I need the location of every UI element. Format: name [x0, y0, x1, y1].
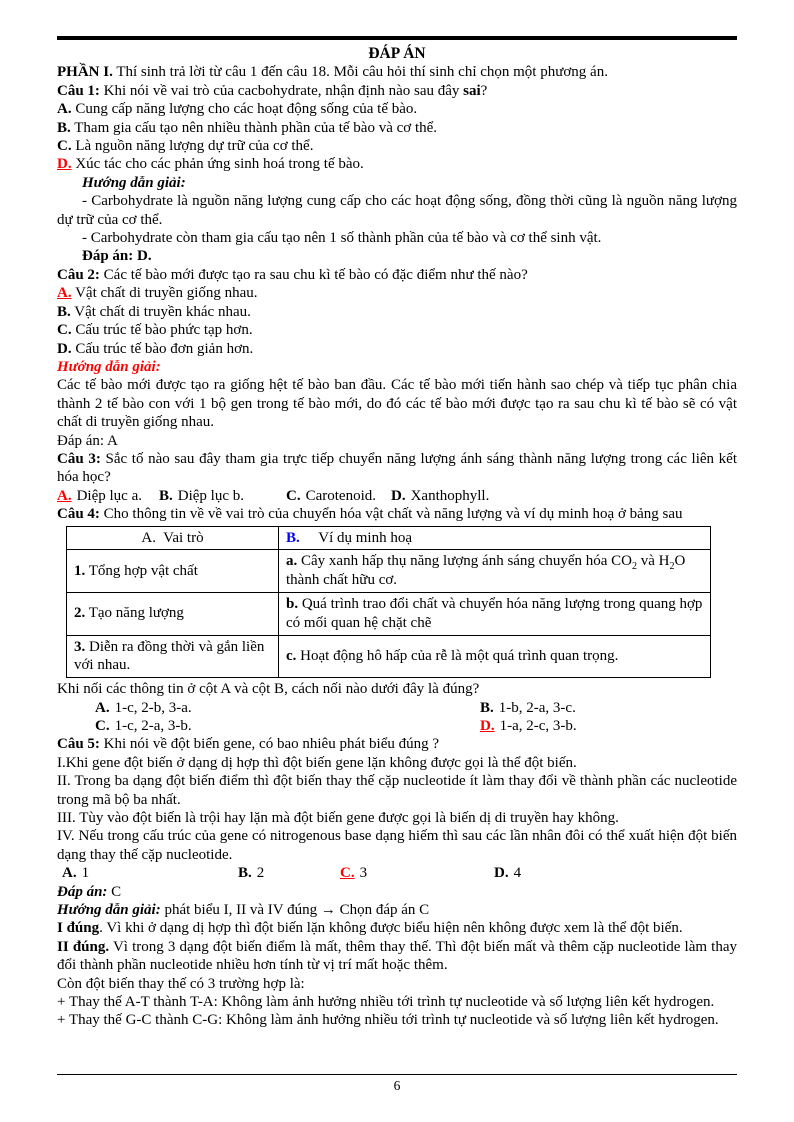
text-run: - Carbohydrate còn tham gia cấu tạo nên 1 số thành phần của tế bào và cơ thể sinh vật.: [82, 230, 602, 247]
text-run: b.: [286, 595, 299, 612]
option-text: Diệp lục b.: [177, 487, 244, 504]
option-text: Xanthophyll.: [410, 487, 490, 504]
text-run: Cung cấp năng lượng cho các hoạt động sống của tế bào.: [71, 101, 418, 118]
text-run: O thành chất hữu cơ.: [286, 553, 686, 589]
text-run: phát biểu I, II và IV đúng → Chọn đáp án C: [160, 902, 430, 919]
text-run: IV. Nếu trong cấu trúc của gene có nitrogenous base dạng hiếm thì sau các lần nhân đôi có thể xuất hiện đột biến dạng thay thế cặp nucleotide.: [57, 828, 737, 863]
table-cell: [279, 550, 711, 593]
q2-option-a-correct: [57, 284, 737, 302]
text-run: Cấu trúc tế bào phức tạp hơn.: [71, 322, 253, 339]
text-run: C.: [57, 138, 72, 155]
text-run: Câu 4:: [57, 506, 100, 523]
answer-option: [159, 487, 286, 505]
q2-guide-heading: [57, 358, 737, 376]
option-text: 3: [359, 865, 368, 882]
text-run: . Vì khi ở dạng dị hợp thì đột biến lặn không được biểu hiện nên không được xem là thể đột biến.: [99, 920, 683, 937]
q4-options-cd: [57, 717, 737, 735]
text-run: 3.: [74, 638, 86, 655]
q1-option-c: [57, 137, 737, 155]
text-run: Câu 2:: [57, 266, 100, 283]
text-run: Cấu trúc tế bào đơn giản hơn.: [71, 340, 254, 357]
q1-guide-heading: [57, 174, 737, 192]
text-run: Tổng hợp vật chất: [85, 562, 198, 579]
table-cell: [67, 592, 279, 635]
q2-guide-text: [57, 376, 737, 431]
q4-table: [66, 526, 711, 679]
page-number: 6: [393, 1078, 401, 1093]
text-run: Đáp án:: [57, 883, 108, 900]
text-run: Khi nói về vai trò của cacbohydrate, nhận định nào sau đây: [99, 82, 464, 99]
option-text: 1: [81, 865, 90, 882]
q1-option-b: [57, 119, 737, 137]
text-run: C.: [57, 322, 72, 339]
answer-option: [95, 717, 480, 735]
table-row: [67, 550, 711, 593]
text-run: Cây xanh hấp thụ năng lượng ánh sáng chuyển hóa CO: [297, 553, 632, 570]
option-text: 1-a, 2-c, 3-b.: [499, 717, 577, 734]
page-footer: [57, 1074, 737, 1094]
option-text: 1-b, 2-a, 3-c.: [498, 699, 576, 716]
text-run: Đáp án: A: [57, 432, 118, 449]
q5-explain-2: [57, 938, 737, 975]
option-label: C.: [95, 717, 110, 734]
text-run: Khi nối các thông tin ở cột A và cột B, cách nối nào dưới đây là đúng?: [57, 681, 480, 698]
text-run: II. Trong ba dạng đột biến điểm thì đột biến thay thế cặp nucleotide ít làm thay đổi về thành phần các nucleotide trong mã bộ ba nhất.: [57, 773, 737, 808]
text-run: D.: [57, 340, 72, 357]
q5-guide: [57, 901, 737, 919]
q2-option-d: [57, 340, 737, 358]
part1-instruction: [57, 63, 737, 81]
answer-option: [62, 864, 238, 882]
q1-answer: [57, 247, 737, 265]
text-run: 2: [669, 561, 675, 573]
text-run: 2: [632, 561, 637, 573]
text-run: A.: [57, 101, 72, 118]
text-run: - Carbohydrate là nguồn năng lượng cung cấp cho các hoạt động sống, đồng thời cũng là nguồn năng lượng dự trữ của cơ thể.: [57, 193, 737, 228]
text-run: Cho thông tin về về vai trò của chuyển hóa vật chất và năng lượng và ví dụ minh hoạ ở bảng sau: [99, 506, 683, 523]
q5-stem: [57, 735, 737, 753]
option-label: D.: [494, 865, 509, 882]
text-run: và H: [637, 553, 670, 570]
q1-guide-line2: [57, 229, 737, 247]
document-content: [57, 45, 737, 1030]
q2-answer: [57, 432, 737, 450]
text-run: Là nguồn năng lượng dự trữ của cơ thể.: [71, 138, 314, 155]
text-run: Hướng dẫn giải:: [82, 174, 186, 191]
text-run: III. Tùy vào đột biến là trội hay lặn mà đột biến gene được gọi là biến dị di truyền hay không.: [57, 809, 619, 826]
text-run: B.: [57, 119, 71, 136]
correct-option-label: A.: [57, 487, 72, 504]
table-cell: [279, 635, 711, 678]
text-run: ĐÁP ÁN: [368, 45, 426, 62]
text-run: A.: [57, 285, 72, 302]
text-run: C: [107, 883, 122, 900]
q5-options: [57, 864, 737, 882]
q1-stem: [57, 82, 737, 100]
q5-statement-1: [57, 754, 737, 772]
header-rule: [57, 36, 737, 40]
text-run: a.: [286, 553, 298, 570]
q5-answer: [57, 883, 737, 901]
text-run: B.: [57, 303, 71, 320]
option-label: B.: [480, 699, 494, 716]
q2-option-c: [57, 321, 737, 339]
text-run: ?: [480, 82, 488, 99]
text-run: Diễn ra đồng thời và gắn liền với nhau.: [74, 638, 265, 674]
text-run: Hướng dẫn giải:: [57, 902, 161, 919]
text-run: Sắc tố nào sau đây tham gia trực tiếp chuyển năng lượng ánh sáng thành năng lượng trong các liên kết hóa học?: [57, 450, 737, 486]
answer-option: [480, 717, 577, 735]
text-run: Khi nói về đột biến gene, có bao nhiêu phát biểu đúng ?: [99, 736, 440, 753]
text-run: Hướng dẫn giải:: [57, 358, 161, 375]
q5-note: [57, 975, 737, 993]
q5-statement-3: [57, 809, 737, 827]
text-run: Câu 5:: [57, 736, 100, 753]
option-label: D.: [391, 487, 406, 504]
text-run: Tham gia cấu tạo nên nhiều thành phần của tế bào và cơ thể.: [70, 119, 438, 136]
text-run: I đúng: [57, 920, 100, 937]
q4-stem: [57, 505, 737, 523]
text-run: D.: [57, 156, 72, 173]
answer-option: [480, 699, 576, 717]
q5-case-1: [57, 993, 737, 1011]
text-run: Vật chất di truyền giống nhau.: [71, 285, 258, 302]
option-text: 1-c, 2-a, 3-b.: [114, 717, 192, 734]
answer-option: [57, 487, 159, 505]
q2-stem: [57, 266, 737, 284]
text-run: Quá trình trao đổi chất và chuyển hóa năng lượng trong quang hợp có mối quan hệ chặt chẽ: [286, 595, 703, 631]
option-label: A.: [62, 865, 77, 882]
text-run: Thí sinh trả lời từ câu 1 đến câu 18. Mỗi câu hỏi thí sinh chỉ chọn một phương án.: [112, 64, 608, 81]
table-cell: [279, 592, 711, 635]
table-cell: [67, 635, 279, 678]
option-text: Carotenoid.: [305, 487, 376, 504]
text-run: Ví dụ minh hoạ: [299, 529, 412, 546]
text-run: 1.: [74, 562, 86, 579]
text-run: A. Vai trò: [141, 529, 204, 546]
q1-option-a: [57, 100, 737, 118]
answer-option: [286, 487, 391, 505]
text-run: I.Khi gene đột biến ở dạng dị hợp thì đột biến gene lặn không được gọi là thể đột biến.: [57, 754, 577, 771]
text-run: Vật chất di truyền khác nhau.: [70, 303, 251, 320]
text-run: Câu 3:: [57, 450, 101, 467]
q4-options-ab: [57, 699, 737, 717]
option-label: B.: [159, 487, 173, 504]
answer-option: [238, 864, 340, 882]
answer-option: [391, 487, 489, 505]
option-label: A.: [95, 699, 110, 716]
text-run: 2.: [74, 605, 86, 622]
doc-title: [57, 45, 737, 63]
q1-option-d-correct: [57, 155, 737, 173]
option-text: 1-c, 2-b, 3-a.: [114, 699, 192, 716]
answer-option: [95, 699, 480, 717]
correct-option-label: C.: [340, 865, 355, 882]
correct-option-label: D.: [480, 717, 495, 734]
table-row: [67, 592, 711, 635]
text-run: sai: [463, 82, 481, 99]
text-run: Còn đột biến thay thế có 3 trường hợp là:: [57, 975, 305, 992]
table-cell: [67, 526, 279, 550]
option-label: B.: [238, 865, 252, 882]
option-text: 4: [513, 865, 522, 882]
table-row: [67, 635, 711, 678]
table-cell: [67, 550, 279, 593]
q5-explain-1: [57, 919, 737, 937]
text-run: Đáp án: D.: [82, 248, 152, 265]
text-run: B.: [286, 529, 300, 546]
option-label: C.: [286, 487, 301, 504]
text-run: + Thay thế G-C thành C-G: Không làm ảnh hưởng nhiều tới trình tự nucleotide và số lượng liên kết hydrogen.: [57, 1012, 719, 1029]
text-run: + Thay thế A-T thành T-A: Không làm ảnh hưởng nhiều tới trình tự nucleotide và số lượng liên kết hydrogen.: [57, 994, 715, 1011]
q2-option-b: [57, 303, 737, 321]
q1-guide-line1: [57, 192, 737, 229]
q4-question: [57, 680, 737, 698]
q5-statement-2: [57, 772, 737, 809]
table-cell: [279, 526, 711, 550]
option-text: Diệp lục a.: [76, 487, 142, 504]
text-run: Các tế bào mới được tạo ra giống hệt tế bào ban đầu. Các tế bào mới tiến hành sao chép và tiếp tục phân chia thành 2 tế bào con với 1 bộ gen trong tế bào mới, do đó các tế bào mới được tạo ra sau chu kì tế bào sẽ có vật chất di truyền giống nhau.: [57, 377, 737, 431]
answer-option: [340, 864, 494, 882]
text-run: c.: [286, 647, 297, 664]
text-run: Tạo năng lượng: [85, 605, 184, 622]
q5-case-2: [57, 1011, 737, 1029]
q3-stem: [57, 450, 737, 487]
text-run: Vì trong 3 dạng đột biến điểm là mất, thêm thay thế. Thì đột biến mất và thêm cặp nucleotide làm thay đổi thành phần nucleotide nhiều hơn tính từ vị trí mất hoặc thêm.: [57, 938, 737, 974]
text-run: Các tế bào mới được tạo ra sau chu kì tế bào có đặc điểm như thế nào?: [99, 266, 528, 283]
option-text: 2: [256, 865, 265, 882]
text-run: Hoạt động hô hấp của rễ là một quá trình quan trọng.: [296, 647, 619, 664]
text-run: Câu 1:: [57, 82, 100, 99]
text-run: Xúc tác cho các phản ứng sinh hoá trong tế bào.: [71, 156, 364, 173]
text-run: PHẦN I.: [57, 64, 113, 81]
q5-statement-4: [57, 827, 737, 864]
text-run: II đúng.: [57, 938, 110, 955]
answer-option: [494, 864, 521, 882]
q3-options: [57, 487, 737, 505]
table-row: [67, 526, 711, 550]
